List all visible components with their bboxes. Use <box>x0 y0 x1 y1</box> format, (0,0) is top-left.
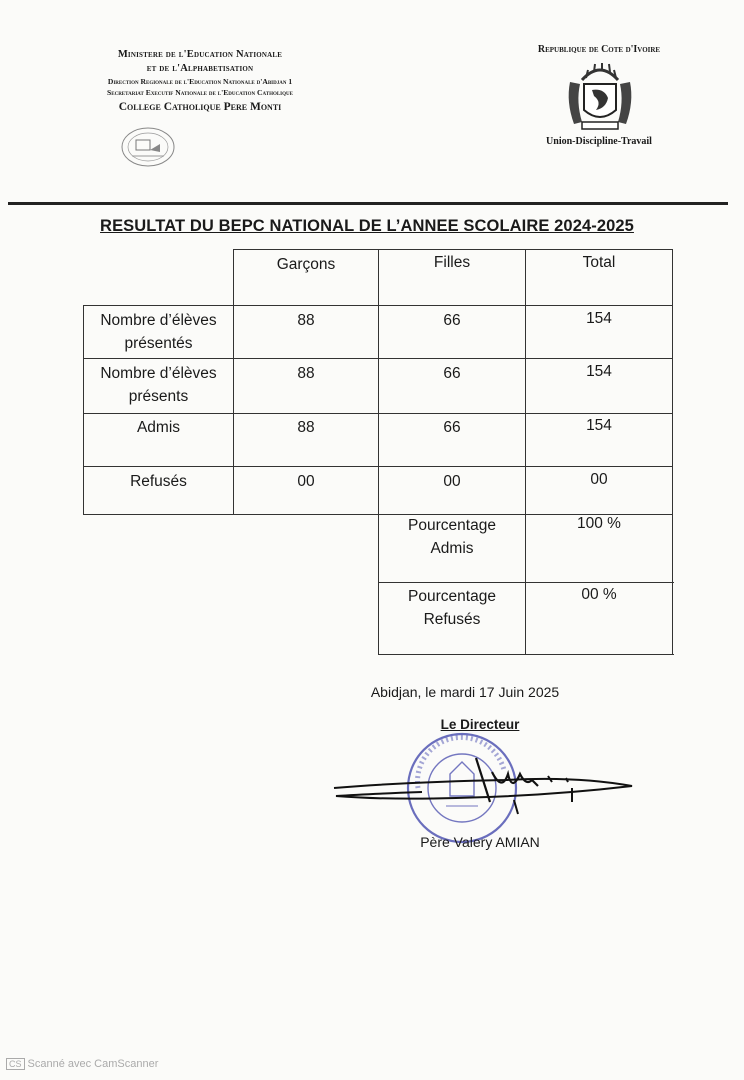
cell-total: 154 <box>586 310 612 327</box>
column-header-total: Total <box>582 254 616 271</box>
summary-value: 00 % <box>581 586 617 603</box>
cell-garcons: 88 <box>297 419 315 436</box>
ministry-line-2: et de l'Alphabetisation <box>146 63 254 74</box>
cell-total: 154 <box>586 363 612 380</box>
column-header-filles: Filles <box>433 254 471 271</box>
cell-filles: 66 <box>443 419 461 436</box>
cell-filles: 00 <box>443 473 461 490</box>
scanner-text: Scanné avec CamScanner <box>27 1058 159 1070</box>
table-line <box>672 249 673 655</box>
row-label: Refusés <box>130 473 187 490</box>
director-signature <box>326 752 638 816</box>
camscanner-icon: CS <box>6 1058 25 1070</box>
row-label <box>84 362 233 408</box>
row-label-line: Nombre d’élèves <box>100 365 217 382</box>
ministry-line-4: Secretariat Executif Nationale de l'Education Catholique <box>107 88 293 97</box>
summary-label <box>379 585 525 631</box>
ministry-line-1: Ministere de l'Education Nationale <box>117 49 283 60</box>
cell-filles: 66 <box>443 312 461 329</box>
row-label-line: présents <box>128 388 189 405</box>
cell-filles: 66 <box>443 365 461 382</box>
signatory-name: Père Valery AMIAN <box>420 834 540 850</box>
cell-total: 00 <box>590 471 608 488</box>
place-date: Abidjan, le mardi 17 Juin 2025 <box>370 684 560 700</box>
republic-name: Republique de Cote d'Ivoire <box>537 44 661 55</box>
cell-garcons: 00 <box>297 473 315 490</box>
row-label-line: Nombre d’élèves <box>100 312 217 329</box>
school-name: College Catholique Pere Monti <box>118 101 282 113</box>
row-label <box>84 309 233 355</box>
cell-garcons: 88 <box>297 312 315 329</box>
ministry-line-3: Direction Regionale de l'Education Nationale d'Abidjan 1 <box>107 77 293 86</box>
scanner-watermark <box>6 1058 158 1070</box>
summary-label-line: Admis <box>430 540 474 557</box>
cell-total: 154 <box>586 417 612 434</box>
cell-garcons: 88 <box>297 365 315 382</box>
summary-label-line: Refusés <box>423 611 481 628</box>
column-header-garcons: Garçons <box>276 256 336 273</box>
row-label-line: présentés <box>124 335 193 352</box>
page-title: RESULTAT DU BEPC NATIONAL DE L’ANNEE SCOLAIRE 2024-2025 <box>100 217 634 235</box>
summary-label-line: Pourcentage <box>408 588 496 605</box>
row-label: Admis <box>136 419 181 436</box>
summary-value: 100 % <box>577 515 621 532</box>
signatory-role: Le Directeur <box>440 717 520 732</box>
summary-label <box>379 514 525 560</box>
republic-motto: Union-Discipline-Travail <box>546 136 652 147</box>
summary-label-line: Pourcentage <box>408 517 496 534</box>
